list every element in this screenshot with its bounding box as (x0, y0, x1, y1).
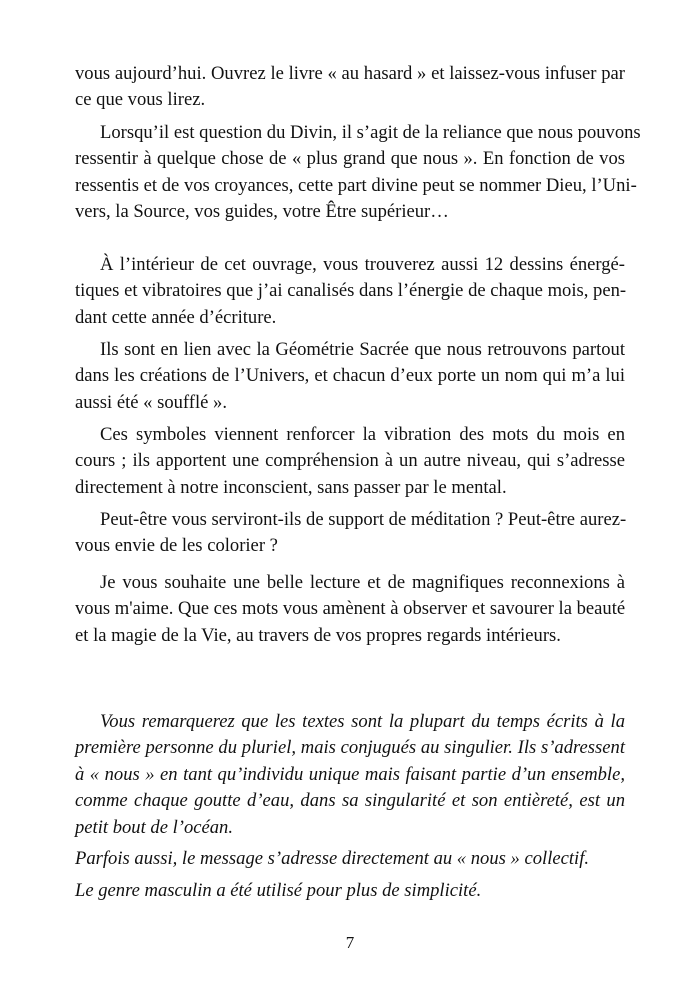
text-line: cours ; ils apportent une compréhension à un autre niveau, qui s’adresse (75, 450, 625, 472)
text-line: dant cette année d’écriture. (75, 306, 277, 328)
text-line: Vous remarquerez que les textes sont la plupart du temps écrits à la (100, 711, 625, 732)
text-line: aussi été « soufflé ». (75, 391, 227, 413)
text-line: première personne du pluriel, mais conjugués au singulier. Ils s’adressent (75, 737, 625, 759)
page-number: 7 (345, 933, 355, 952)
text-line: vers, la Source, vos guides, votre Être supérieur… (75, 201, 449, 223)
text-line: directement à notre inconscient, sans passer par le mental. (75, 476, 507, 498)
text-line: Ces symboles viennent renforcer la vibration des mots du mois en (100, 424, 625, 445)
text-line: et la magie de la Vie, au travers de vos propres regards intérieurs. (75, 624, 561, 646)
text-line: vous m'aime. Que ces mots vous amènent à observer et savourer la beauté (75, 598, 626, 620)
text-line: Parfois aussi, le message s’adresse directement au « nous » collectif. (75, 848, 590, 869)
text-line: à « nous » en tant qu’individu unique mais faisant partie d’un ensemble, (75, 763, 625, 785)
text-line: ce que vous lirez. (75, 89, 206, 111)
text-line: comme chaque goutte d’eau, dans sa singularité et son entièreté, est un (75, 790, 625, 812)
text-line: Peut-être vous serviront-ils de support de méditation ? Peut-être aurez- (100, 509, 627, 530)
text-line: vous envie de les colorier ? (75, 535, 278, 557)
text-line: Lorsqu’il est question du Divin, il s’agit de la reliance que nous pouvons (100, 122, 641, 143)
text-line: tiques et vibratoires que j’ai canalisés dans l’énergie de chaque mois, pen- (75, 280, 627, 302)
text-line: dans les créations de l’Univers, et chacun d’eux porte un nom qui m’a lui (75, 365, 625, 387)
text-line: Le genre masculin a été utilisé pour plus de simplicité. (75, 880, 482, 901)
text-line: ressentir à quelque chose de « plus grand que nous ». En fonction de vos (75, 148, 625, 170)
text-line: Je vous souhaite une belle lecture et de magnifiques reconnexions à (100, 572, 625, 593)
text-line: petit bout de l’océan. (75, 816, 234, 838)
text-line: Ils sont en lien avec la Géométrie Sacrée que nous retrouvons partout (100, 339, 625, 360)
text-line: À l’intérieur de cet ouvrage, vous trouverez aussi 12 dessins énergé- (100, 254, 625, 275)
text-line: vous aujourd’hui. Ouvrez le livre « au hasard » et laissez-vous infuser par (75, 63, 625, 84)
text-line: ressentis et de vos croyances, cette part divine peut se nommer Dieu, l’Uni- (75, 174, 637, 196)
